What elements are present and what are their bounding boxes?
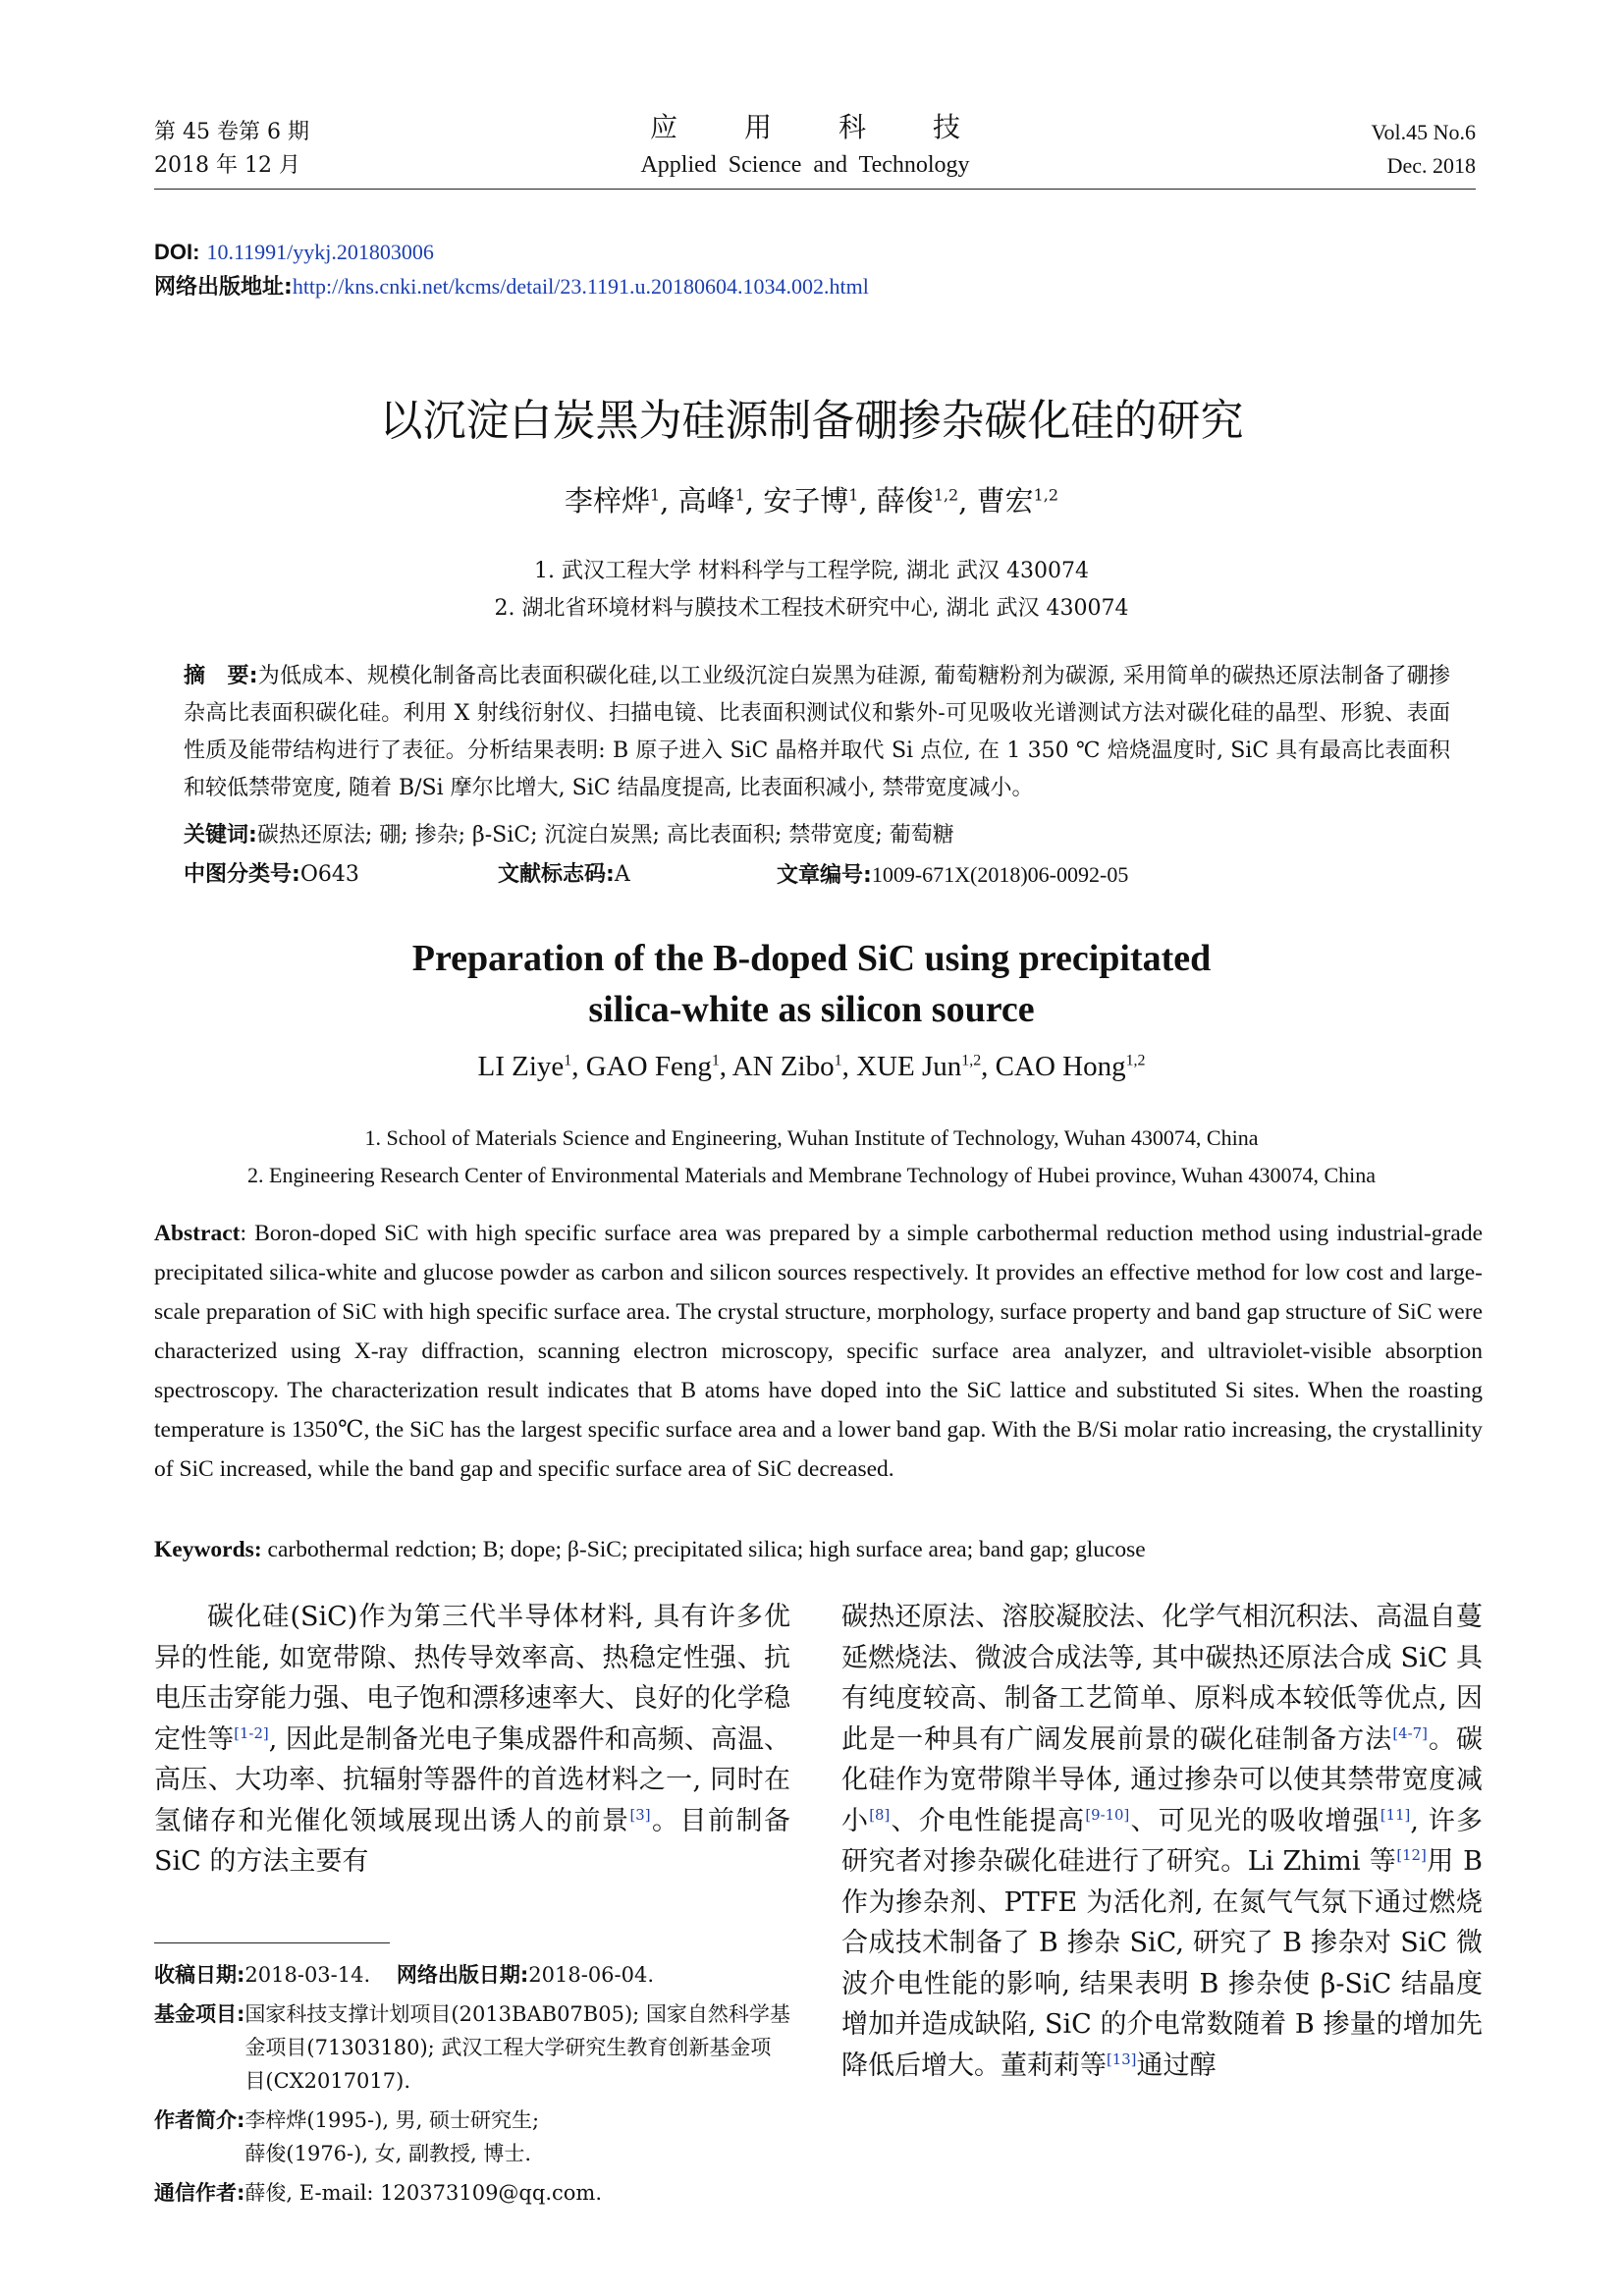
authors-en: LI Ziye$^1$, GAO Feng$^1$, AN Zibo$^1$, XUE Jun$^{1,2}$, CAO Hong$^{1,2}$: [477, 1051, 1146, 1082]
abstract-cn-label: 摘 要:: [184, 664, 258, 688]
received-values: [244, 1958, 790, 1992]
author-aff: 1: [564, 1052, 572, 1069]
author-aff: 1: [834, 1052, 842, 1069]
bio-line: 薛俊(1976-), 女, 副教授, 博士.: [244, 2142, 532, 2165]
received-label: 收稿日期:: [154, 1963, 245, 1987]
citation-link[interactable]: [1-2]: [234, 1723, 269, 1742]
body-left-column: [154, 1597, 790, 1883]
affiliation-cn: 2. 湖北省环境材料与膜技术工程技术研究中心, 湖北 武汉 430074: [494, 596, 1129, 621]
fund-label: 基金项目:: [154, 2002, 245, 2026]
title-en: [0, 933, 1623, 1035]
author-aff: 1: [650, 485, 661, 505]
article-number-value: 1009-671X(2018)06-0092-05: [871, 862, 1129, 887]
body-text: , 因此是制备光电子集成器件和高频、高温、高压、大功率、抗辐射等器件的首选材料之一, 同时在氢储存和光催化领域展现出诱人的前景: [154, 1723, 790, 1836]
article-number-label: 文章编号:: [777, 863, 872, 888]
corresponding-label: 通信作者:: [154, 2181, 245, 2205]
doi-link[interactable]: 10.11991/yykj.201803006: [206, 240, 434, 264]
journal-name-en: Applied Science and Technology: [640, 152, 970, 178]
keywords-cn-text: 碳热还原法; 硼; 掺杂; β-SiC; 沉淀白炭黑; 高比表面积; 禁带宽度; 葡萄糖: [256, 823, 954, 847]
abstract-en-label: Abstract: [154, 1221, 241, 1246]
online-date-label: 网络出版日期:: [396, 1963, 529, 1987]
author-cn: 高峰: [677, 484, 735, 518]
body-text: 碳化硅(SiC)作为第三代半导体材料, 具有许多优异的性能, 如宽带隙、热传导效率高、热稳定性强、抗电压击穿能力强、电子饱和漂移速率大、良好的化学稳定性等: [154, 1602, 790, 1755]
volume-en: Vol.45 No.6: [1371, 120, 1476, 144]
citation-link[interactable]: [3]: [629, 1805, 651, 1824]
author-en: GAO Feng: [585, 1051, 712, 1082]
online-date: 2018-06-04.: [528, 1963, 655, 1987]
fund-text: 国家科技支撑计划项目(2013BAB07B05); 国家自然科学基金项目(71303180); 武汉工程大学研究生教育创新基金项目(CX2017017).: [244, 2002, 790, 2093]
footnote-rule: [154, 1942, 390, 1943]
doc-code-cell: [498, 856, 630, 894]
body-text: 碳热还原法、溶胶凝胶法、化学气相沉积法、高温自蔓延燃烧法、微波合成法等, 其中碳热还原法合成 SiC 具有纯度较高、制备工艺简单、原料成本较低等优点, 因此是一种具有广阔发展前景的碳化硅制备方法: [841, 1602, 1483, 1755]
author-cn: 安子博: [763, 484, 849, 518]
doc-code-label: 文献标志码:: [498, 862, 615, 887]
bio-label: 作者简介:: [154, 2108, 245, 2132]
bio-row: [154, 2104, 790, 2170]
received-row: [154, 1958, 790, 1992]
article-number-cell: [777, 856, 1128, 895]
body-text: 。碳化硅作为宽带隙半导体, 通过掺杂可以使其禁带宽度减小: [841, 1723, 1484, 1836]
header-left: [154, 116, 309, 183]
online-address-link[interactable]: http://kns.cnki.net/kcms/detail/23.1191.u.20180604.1034.002.html: [292, 274, 869, 299]
citation-link[interactable]: [13]: [1107, 2050, 1137, 2068]
author-cn: 薛俊: [876, 484, 934, 518]
date-en: Dec. 2018: [1386, 153, 1476, 178]
citation-link[interactable]: [4-7]: [1392, 1723, 1428, 1742]
keywords-en: [154, 1530, 1483, 1569]
doi-block: [154, 236, 869, 304]
body-text: 用 B 作为掺杂剂、PTFE 为活化剂, 在氮气气氛下通过燃烧合成技术制备了 B 掺杂 SiC, 研究了 B 掺杂对 SiC 微波介电性能的影响, 结果表明 B 掺杂使 β-SiC 结晶度增加并造成缺陷, SiC 的介电常数随着 B 掺量的增加先降低后增大。董莉莉等: [841, 1846, 1483, 2081]
affiliations-cn: [0, 553, 1623, 628]
volume-cn: 第 45 卷第 6 期: [154, 120, 309, 144]
body-text: 通过醇: [1136, 2050, 1217, 2081]
header-rule: [154, 189, 1476, 190]
footnotes: [154, 1958, 790, 2210]
bio-line: 李梓烨(1995-), 男, 硕士研究生;: [244, 2108, 540, 2132]
title-en-line: Preparation of the B-doped SiC using precipitated: [411, 938, 1212, 979]
keywords-cn-label: 关键词:: [184, 823, 257, 847]
bio-text: [244, 2104, 790, 2170]
abstract-cn: [184, 658, 1450, 807]
keywords-cn: [184, 817, 1450, 854]
author-cn: 李梓烨: [565, 484, 651, 518]
author-aff: 1,2: [1125, 1052, 1146, 1069]
body-paragraph: [841, 1597, 1483, 2086]
author-aff: 1: [848, 485, 859, 505]
keywords-en-text: carbothermal redction; B; dope; β-SiC; precipitated silica; high surface area; band gap; glucose: [261, 1537, 1146, 1562]
online-address-label: 网络出版地址:: [154, 275, 293, 300]
author-en: CAO Hong: [995, 1051, 1126, 1082]
citation-link[interactable]: [8]: [869, 1805, 891, 1824]
header-right: [1371, 116, 1476, 183]
clc-value: O643: [299, 862, 359, 887]
author-cn: 曹宏: [976, 484, 1034, 518]
journal-name-cn: 应用科技: [649, 111, 1027, 143]
affiliations-en: [0, 1120, 1623, 1194]
body-text: 、可见光的吸收增强: [1129, 1805, 1380, 1836]
body-text: 。目前制备 SiC 的方法主要有: [154, 1805, 791, 1877]
fund-row: [154, 1997, 790, 2098]
body-text: , 许多研究者对掺杂碳化硅进行了研究。Li Zhimi 等: [841, 1805, 1484, 1877]
author-en: XUE Jun: [856, 1051, 962, 1082]
affiliation-cn: 1. 武汉工程大学 材料科学与工程学院, 湖北 武汉 430074: [534, 559, 1089, 583]
author-aff: 1,2: [933, 485, 959, 505]
doc-code-value: A: [614, 862, 630, 887]
body-right-column: [841, 1597, 1483, 2086]
abstract-en-text: : Boron-doped SiC with high specific surface area was prepared by a simple carbothermal reduction method using industrial-grade precipitated silica-white and glucose powder as carbon and silicon sources respectively. It provides an effective method for low cost and large-scale preparation of SiC with high specific surface area. The crystal structure, morphology, surface property and band gap structure of SiC were characterized using X-ray diffraction, scanning electron microscopy, specific surface area analyzer, and ultraviolet-visible absorption spectroscopy. The characterization result indicates that B atoms have doped into the SiC lattice and substituted Si sites. When the roasting temperature is 1350℃, the SiC has the largest specific surface area and a lower band gap. With the B/Si molar ratio increasing, the crystallinity of SiC increased, while the band gap and specific surface area of SiC decreased.: [154, 1221, 1483, 1482]
body-paragraph: [154, 1597, 790, 1883]
body-text: 、介电性能提高: [890, 1805, 1086, 1836]
author-aff: 1,2: [1033, 485, 1058, 505]
corresponding-text: 薛俊, E-mail: 120373109@qq.com.: [244, 2181, 602, 2205]
keywords-en-label: Keywords:: [154, 1537, 262, 1562]
received-date: 2018-03-14.: [244, 1963, 371, 1987]
abstract-cn-text: 为低成本、规模化制备高比表面积碳化硅,以工业级沉淀白炭黑为硅源, 葡萄糖粉剂为碳源, 采用简单的碳热还原法制备了硼掺杂高比表面积碳化硅。利用 X 射线衍射仪、扫描电镜、比表面积测试仪和紫外-可见吸收光谱测试方法对碳化硅的晶型、形貌、表面性质及能带结构进行了表征。分析结果表明: B 原子进入 SiC 晶格并取代 Si 点位, 在 1 350 ℃ 焙烧温度时, SiC 具有最高比表面积和较低禁带宽度, 随着 B/Si 摩尔比增大, SiC 结晶度提高, 比表面积减小, 禁带宽度减小。: [184, 664, 1450, 800]
doi-label: DOI:: [154, 240, 200, 264]
date-cn: 2018 年 12 月: [154, 153, 300, 178]
author-aff: 1: [734, 485, 745, 505]
author-aff: 1: [711, 1052, 720, 1069]
author-en: AN Zibo: [731, 1051, 835, 1082]
title-cn: 以沉淀白炭黑为硅源制备硼掺杂碳化硅的研究: [379, 396, 1244, 446]
corresponding-row: [154, 2176, 790, 2210]
abstract-en: [154, 1214, 1483, 1489]
citation-link[interactable]: [12]: [1396, 1846, 1427, 1864]
clc-label: 中图分类号:: [184, 862, 300, 887]
author-aff: 1,2: [961, 1052, 982, 1069]
affiliation-en: 1. School of Materials Science and Engineering, Wuhan Institute of Technology, Wuhan 430074, China: [364, 1125, 1259, 1150]
clc-cell: [184, 856, 359, 894]
citation-link[interactable]: [9-10]: [1085, 1805, 1130, 1824]
title-en-line: silica-white as silicon source: [588, 989, 1035, 1030]
citation-link[interactable]: [11]: [1380, 1805, 1411, 1824]
header-center: [550, 108, 1060, 183]
authors-cn: 李梓烨$^1$, 高峰$^1$, 安子博$^1$, 薛俊$^{1,2}$, 曹宏$^{1,2}$: [565, 484, 1058, 518]
author-en: LI Ziye: [477, 1051, 565, 1082]
affiliation-en: 2. Engineering Research Center of Environmental Materials and Membrane Technology of Hubei province, Wuhan 430074, China: [247, 1163, 1376, 1187]
